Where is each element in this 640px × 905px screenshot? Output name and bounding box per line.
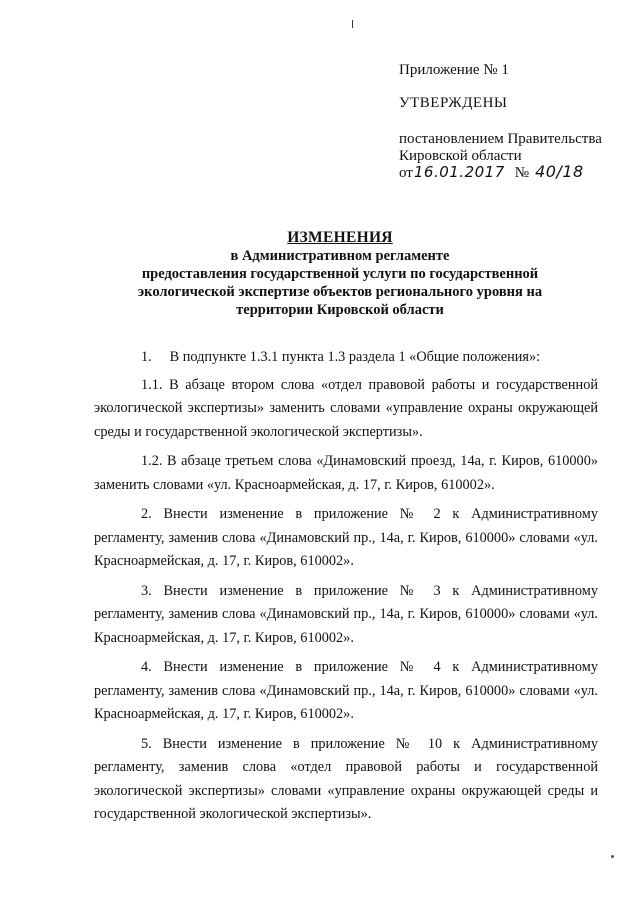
- number-sign: №: [514, 165, 530, 181]
- scan-mark: [352, 20, 353, 28]
- heading-line: территории Кировской области: [236, 302, 444, 318]
- handwritten-date: 16.01.2017: [413, 163, 505, 181]
- paragraph-item-1-2: 1.2. В абзаце третьем слова «Динамовский проезд, 14а, г. Киров, 610000» заменить словами «ул. Красноармейская, д. 17, г. Киров, 610002».: [94, 453, 598, 493]
- annex-label: Приложение № 1: [399, 62, 509, 78]
- document-body: [94, 346, 598, 827]
- date-number-line: [399, 163, 584, 182]
- heading-line: предоставления государственной услуги по государственной: [141, 266, 539, 282]
- paragraph-item-1: 1. В подпункте 1.3.1 пункта 1.3 раздела 1 «Общие положения»:: [141, 349, 541, 365]
- paragraph-item-3: 3. Внести изменение в приложение № 3 к Административному регламенту, заменив слова «Динамовский пр., 14а, г. Киров, 610000» словами «ул. Красноармейская, д. 17, г. Киров, 610002».: [94, 582, 598, 646]
- scan-mark: [611, 855, 614, 858]
- heading-line: в Административном регламенте: [230, 248, 450, 264]
- document-title: ИЗМЕНЕНИЯ: [287, 229, 393, 246]
- paragraph-item-5: 5. Внести изменение в приложение № 10 к Административному регламенту, заменив слова «отдел правовой работы и государственной экологической экспертизы» словами «управление охраны окружающей среды и государственной экологической экспертизы».: [94, 735, 598, 822]
- paragraph-item-2: 2. Внести изменение в приложение № 2 к Административному регламенту, заменив слова «Динамовский пр., 14а, г. Киров, 610000» словами «ул. Красноармейская, д. 17, г. Киров, 610002».: [94, 506, 598, 569]
- decree-line: постановлением Правительства: [399, 131, 602, 147]
- date-prefix: от: [399, 165, 413, 181]
- approved-label: УТВЕРЖДЕНЫ: [399, 95, 508, 111]
- handwritten-number: 40/18: [535, 162, 584, 181]
- paragraph-item-1-1: 1.1. В абзаце втором слова «отдел правовой работы и государственной экологической экспертизы» заменить словами «управление охраны окружающей среды и государственной экологической экспертизы».: [94, 376, 598, 440]
- paragraph-item-4: 4. Внести изменение в приложение № 4 к Административному регламенту, заменив слова «Динамовский пр., 14а, г. Киров, 610000» словами «ул. Красноармейская, д. 17, г. Киров, 610002».: [94, 659, 598, 722]
- document-heading: [90, 229, 590, 319]
- heading-line: экологической экспертизе объектов регионального уровня на: [137, 284, 543, 300]
- region-line: Кировской области: [399, 148, 522, 164]
